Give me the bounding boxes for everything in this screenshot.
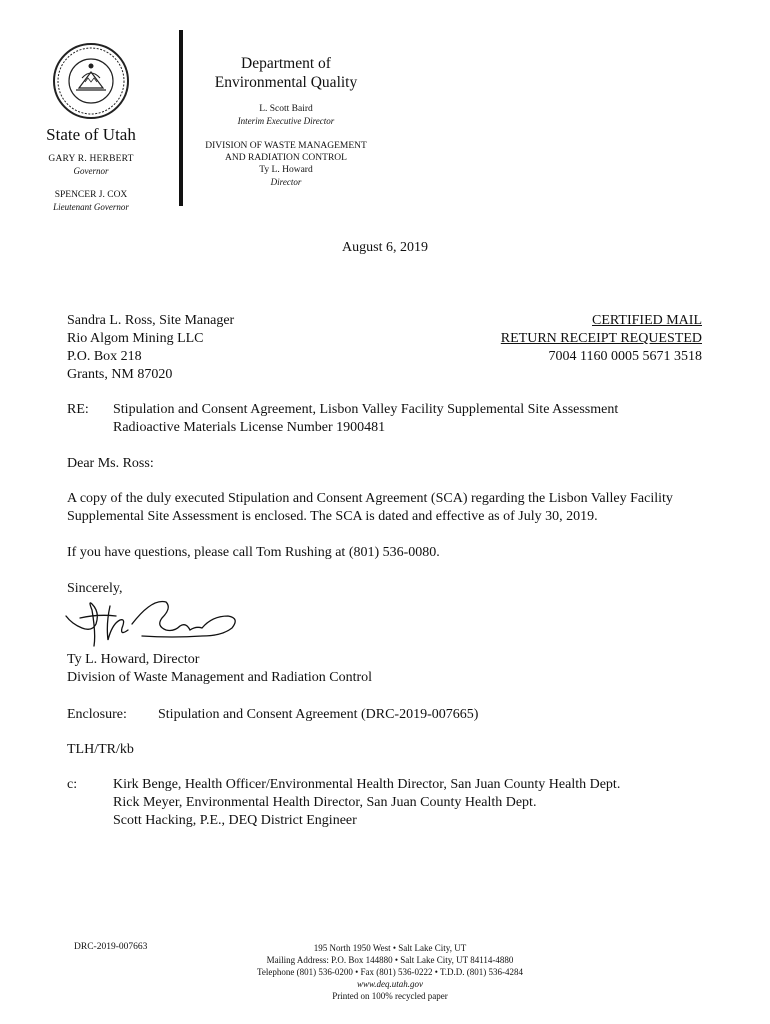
- department-line: Environmental Quality: [214, 74, 358, 91]
- division-line: AND RADIATION CONTROL: [225, 153, 347, 163]
- footer-phone: Telephone (801) 536-0200 • Fax (801) 536-0222 • T.D.D. (801) 536-4284: [256, 967, 524, 977]
- exec-director-name: L. Scott Baird: [259, 104, 313, 114]
- division-line: DIVISION OF WASTE MANAGEMENT: [205, 141, 367, 151]
- enclosure-text: Stipulation and Consent Agreement (DRC-2019-007665): [158, 707, 479, 722]
- director-title: Director: [270, 177, 302, 187]
- signer-name: Ty L. Howard, Director: [67, 652, 200, 667]
- closing: Sincerely,: [67, 581, 123, 596]
- greeting: Dear Ms. Ross:: [67, 456, 154, 471]
- subject-line: Radioactive Materials License Number 1900481: [113, 420, 386, 435]
- mail-certification: [501, 312, 702, 366]
- director-name: Ty L. Howard: [259, 165, 313, 175]
- letter-date: August 6, 2019: [342, 240, 428, 255]
- lt-governor-title: Lieutenant Governor: [53, 202, 129, 212]
- footer-contact: [180, 942, 600, 1002]
- exec-director-title: Interim Executive Director: [237, 116, 335, 126]
- department-line: Department of: [241, 55, 331, 72]
- return-receipt-label: RETURN RECEIPT REQUESTED: [500, 331, 702, 346]
- footer-mailing: Mailing Address: P.O. Box 144880 • Salt Lake City, UT 84114-4880: [266, 955, 514, 965]
- governor-title: Governor: [73, 166, 109, 176]
- state-seal: [52, 42, 130, 120]
- body-paragraph: A copy of the duly executed Stipulation and Consent Agreement (SCA) regarding the Lisbon Valley Facility Supplemental Site Assessment is enclosed. The SCA is dated and effective as of July 30, 2019.: [67, 491, 673, 524]
- cc-recipient: Scott Hacking, P.E., DEQ District Engineer: [113, 813, 357, 828]
- cc-recipient: Rick Meyer, Environmental Health Director, San Juan County Health Dept.: [113, 795, 537, 810]
- division-name: [186, 140, 386, 164]
- handwritten-signature: [62, 594, 242, 654]
- body-paragraph: If you have questions, please call Tom Rushing at (801) 536-0080.: [67, 545, 440, 560]
- typist-initials: TLH/TR/kb: [67, 742, 134, 757]
- certified-mail-label: CERTIFIED MAIL: [592, 313, 702, 328]
- address-line: Grants, NM 87020: [67, 367, 173, 382]
- re-label: RE:: [67, 402, 89, 417]
- document-reference: DRC-2019-007663: [74, 942, 148, 952]
- lt-governor-name: SPENCER J. COX: [54, 190, 128, 200]
- department-name: [186, 54, 386, 92]
- footer-address: 195 North 1950 West • Salt Lake City, UT: [313, 943, 467, 953]
- letterhead-divider: [179, 30, 183, 206]
- address-line: Sandra L. Ross, Site Manager: [67, 313, 235, 328]
- cc-label: c:: [67, 777, 78, 792]
- tracking-number: 7004 1160 0005 5671 3518: [548, 349, 702, 364]
- cc-recipient: Kirk Benge, Health Officer/Environmental Health Director, San Juan County Health Dept.: [113, 777, 621, 792]
- address-line: Rio Algom Mining LLC: [67, 331, 204, 346]
- state-name: State of Utah: [46, 125, 136, 144]
- re-subject: [113, 401, 618, 437]
- footer-website[interactable]: www.deq.utah.gov: [356, 979, 424, 989]
- cc-list: [113, 776, 620, 830]
- governor-name: GARY R. HERBERT: [48, 154, 134, 164]
- enclosure-label: Enclosure:: [67, 707, 127, 722]
- subject-line: Stipulation and Consent Agreement, Lisbon Valley Facility Supplemental Site Assessment: [113, 402, 619, 417]
- recipient-address: [67, 312, 234, 384]
- signer-block: [67, 651, 372, 687]
- signer-division: Division of Waste Management and Radiation Control: [67, 670, 373, 685]
- address-line: P.O. Box 218: [67, 349, 142, 364]
- footer-recycled-note: Printed on 100% recycled paper: [332, 991, 448, 1001]
